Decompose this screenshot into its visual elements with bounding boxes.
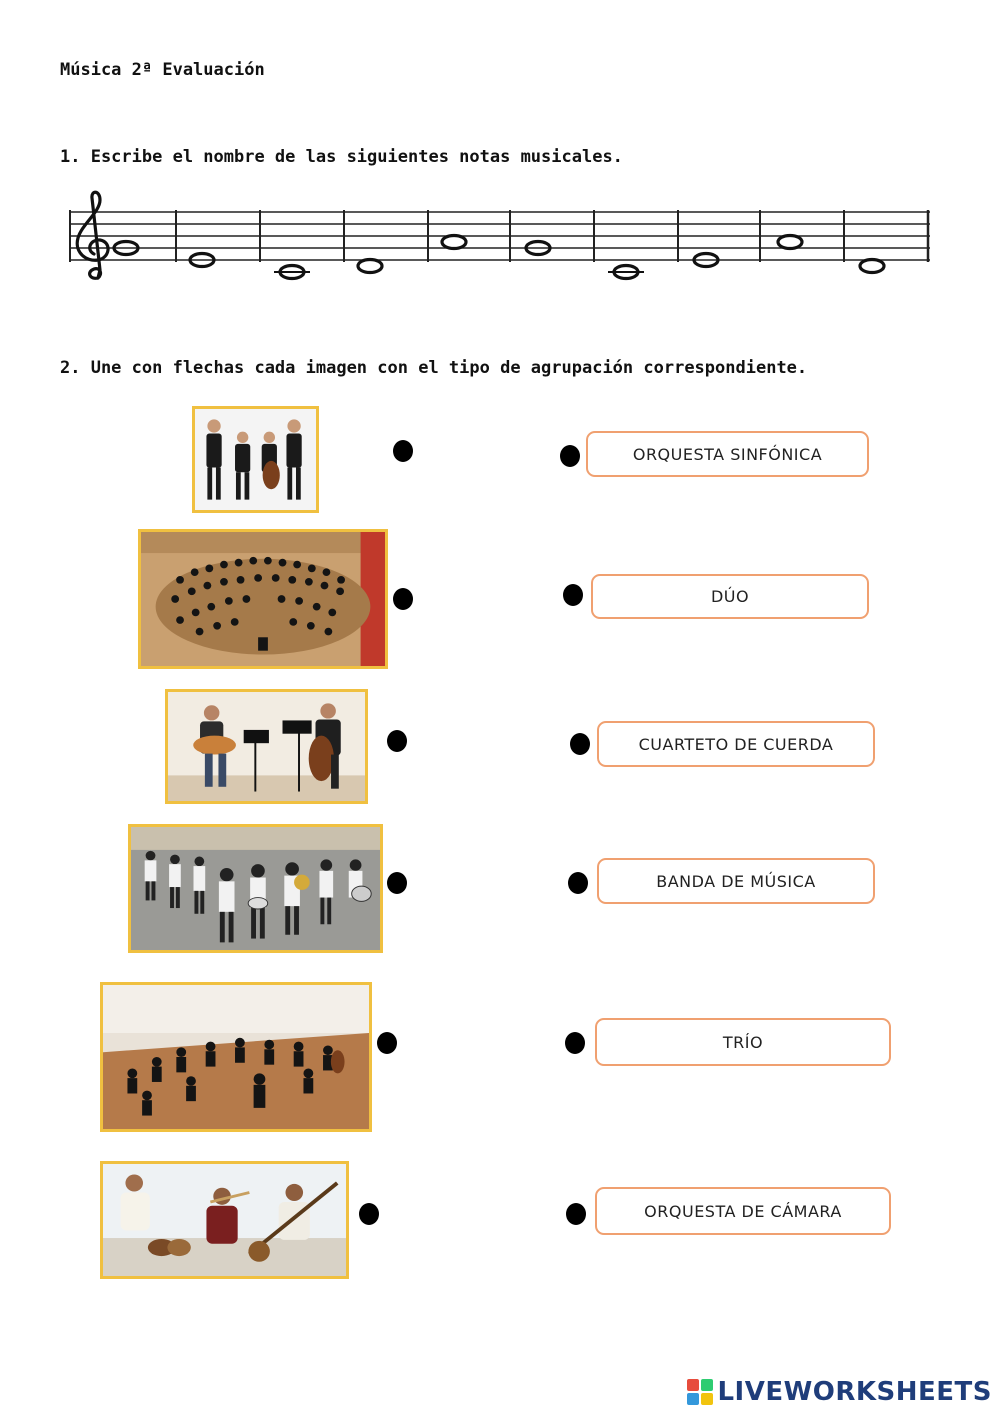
label-duo: DÚO: [591, 574, 869, 619]
question-2: 2. Une con flechas cada imagen con el tipo de agrupación correspondiente.: [60, 358, 808, 378]
note-do-2: [608, 266, 644, 279]
note-fa: [358, 260, 382, 273]
image-connector-dot-3[interactable]: [387, 730, 407, 752]
image-connector-dot-1[interactable]: [393, 440, 413, 462]
image-connector-dot-4[interactable]: [387, 872, 407, 894]
label-connector-dot-6[interactable]: [566, 1203, 586, 1225]
note-do-agudo-2: [778, 236, 802, 249]
note-do-agudo: [442, 236, 466, 249]
music-staff: [62, 190, 934, 290]
duo-photo: [165, 689, 368, 804]
label-connector-dot-2[interactable]: [563, 584, 583, 606]
image-connector-dot-5[interactable]: [377, 1032, 397, 1054]
label-connector-dot-1[interactable]: [560, 445, 580, 467]
label-connector-dot-5[interactable]: [565, 1032, 585, 1054]
label-orquesta-de-camara: ORQUESTA DE CÁMARA: [595, 1187, 891, 1235]
note-fa-2: [860, 260, 884, 273]
brand-name: LIVEWORKSHEETS: [717, 1377, 992, 1407]
label-banda-de-musica: BANDA DE MÚSICA: [597, 858, 875, 904]
page-title: Música 2ª Evaluación: [60, 60, 265, 80]
image-connector-dot-2[interactable]: [393, 588, 413, 610]
liveworksheets-logo-icon: [687, 1379, 713, 1405]
string-quartet-photo: [192, 406, 319, 513]
symphony-orchestra-photo: [138, 529, 388, 669]
label-connector-dot-4[interactable]: [568, 872, 588, 894]
question-1: 1. Escribe el nombre de las siguientes notas musicales.: [60, 147, 623, 167]
liveworksheets-logo: [687, 1377, 992, 1407]
trio-photo: [100, 1161, 349, 1279]
label-orquesta-sinfonica: ORQUESTA SINFÓNICA: [586, 431, 869, 477]
label-cuarteto-de-cuerda: CUARTETO DE CUERDA: [597, 721, 875, 767]
label-trio: TRÍO: [595, 1018, 891, 1066]
marching-band-photo: [128, 824, 383, 953]
chamber-orchestra-photo: [100, 982, 372, 1132]
label-connector-dot-3[interactable]: [570, 733, 590, 755]
note-do: [274, 266, 310, 279]
image-connector-dot-6[interactable]: [359, 1203, 379, 1225]
